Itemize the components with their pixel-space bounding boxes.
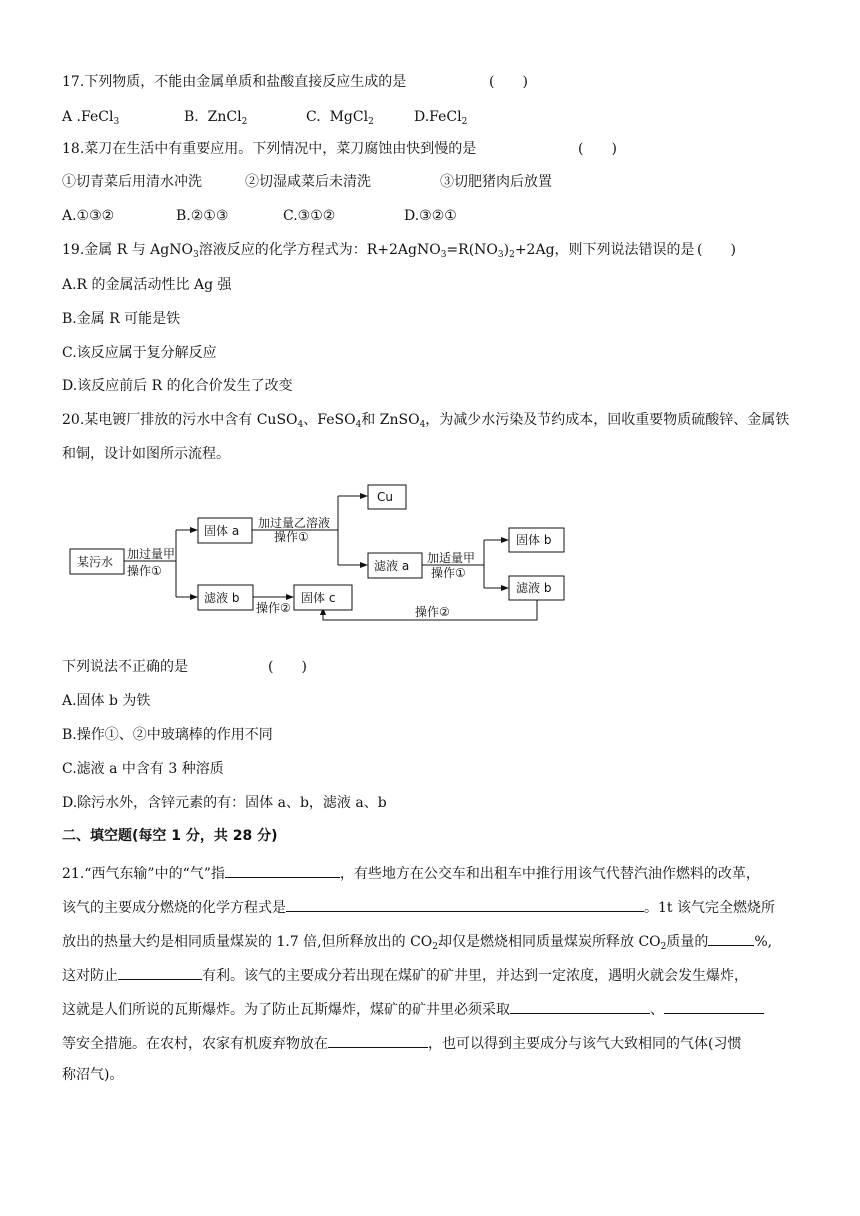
- flow-filtrate-a-label: 滤液 a: [374, 559, 410, 573]
- q17-option-c: C. MgCl$_2$: [306, 109, 374, 127]
- q18-stem: 18.菜刀在生活中有重要应用。下列情况中，菜刀腐蚀由快到慢的是: [62, 141, 477, 157]
- flow-step2-reagent: 加过量乙溶液: [258, 516, 331, 530]
- q21-line2: 该气的主要成分燃烧的化学方程式是 。1t 该气完全燃烧所: [62, 895, 775, 918]
- q20-option-c: C.滤液 a 中含有 3 种溶质: [62, 761, 224, 777]
- flow-solid-b-label: 固体 b: [516, 533, 552, 547]
- section-title-fill-in: 二、填空题(每空 1 分，共 28 分): [62, 828, 278, 844]
- q19-answer-paren: ( ): [697, 242, 736, 258]
- q18-option-d: D.③②①: [404, 208, 457, 224]
- q20-option-a: A.固体 b 为铁: [62, 693, 151, 709]
- q21-blank-1[interactable]: [225, 861, 340, 878]
- q20-option-b: B.操作①、②中玻璃棒的作用不同: [62, 727, 273, 743]
- flow-op2-bottom-label: 操作②: [415, 605, 450, 619]
- q18-condition-3: ③切肥猪肉后放置: [440, 174, 552, 190]
- q20-option-d: D.除污水外，含锌元素的有：固体 a、b，滤液 a、b: [62, 795, 387, 811]
- q17-stem: 17.下列物质，不能由金属单质和盐酸直接反应生成的是: [62, 74, 407, 90]
- q17-answer-paren: ( ): [489, 74, 528, 90]
- q20-stem-line1: 20.某电镀厂排放的污水中含有 CuSO$_4$、FeSO$_4$和 ZnSO$_4$，为减少水污染及节约成本，回收重要物质硫酸锌、金属铁: [62, 412, 790, 430]
- q21-line1: 21.“西气东输”中的“气”指 ，有些地方在公交车和出租车中推行用该气代替汽油作燃料的改革，: [62, 861, 760, 884]
- q20-answer-paren: ( ): [268, 659, 307, 675]
- q20-question: 下列说法不正确的是: [62, 659, 188, 675]
- q21-line7: 称沼气)。: [62, 1067, 124, 1083]
- flow-solid-c-label: 固体 c: [301, 591, 336, 605]
- flow-filtrate-b-right-label: 滤液 b: [516, 581, 552, 595]
- q18-condition-1: ①切青菜后用清水冲洗: [62, 174, 202, 190]
- q17-option-d: D.FeCl$_2$: [414, 109, 468, 127]
- q21-line3: 放出的热量大约是相同质量煤炭的 1.7 倍,但所释放出的 $CO_2$却仅是燃烧相同质量煤炭所释放 $CO_2$质量的 %,: [62, 929, 772, 957]
- q21-line6: 等安全措施。在农村，农家有机废弃物放在 ，也可以得到主要成分与该气大致相同的气体(习惯: [62, 1031, 741, 1054]
- flow-step2-operation: 操作①: [274, 530, 309, 544]
- q19-stem: 19.金属 R 与 AgNO$_3$溶液反应的化学方程式为：$R+2AgNO_3=R(NO_3)_2+2Ag$，则下列说法错误的是: [62, 242, 695, 260]
- q21-blank-6[interactable]: [664, 997, 764, 1014]
- q17-option-a: A .FeCl$_3$: [62, 109, 120, 127]
- q21-blank-5[interactable]: [510, 997, 650, 1014]
- flow-step1-operation: 操作①: [127, 564, 162, 578]
- q18-condition-2: ②切湿咸菜后未清洗: [245, 174, 371, 190]
- q18-option-b: B.②①③: [176, 208, 229, 224]
- q21-blank-4[interactable]: [118, 963, 202, 980]
- flow-solid-a-label: 固体 a: [204, 524, 240, 538]
- q21-blank-3[interactable]: [708, 929, 754, 946]
- q21-blank-2[interactable]: [286, 895, 644, 912]
- q20-stem-line2: 和铜，设计如图所示流程。: [62, 446, 230, 462]
- q19-option-b: B.金属 R 可能是铁: [62, 311, 181, 327]
- flow-op2-left-label: 操作②: [256, 601, 291, 615]
- q19-option-a: A.R 的金属活动性比 Ag 强: [62, 277, 232, 293]
- q18-option-c: C.③①②: [283, 208, 336, 224]
- q21-line4: 这对防止 有利。该气的主要成分若出现在煤矿的矿井里，并达到一定浓度，遇明火就会发生爆炸，: [62, 963, 748, 986]
- flow-step3-operation: 操作①: [431, 566, 466, 580]
- q18-option-a: A.①③②: [62, 208, 115, 224]
- q17-option-b: B. ZnCl$_2$: [184, 109, 248, 127]
- q18-answer-paren: ( ): [578, 141, 617, 157]
- q19-option-c: C.该反应属于复分解反应: [62, 345, 217, 361]
- flow-wastewater-label: 某污水: [77, 555, 114, 569]
- flow-filtrate-b-left-label: 滤液 b: [204, 591, 240, 605]
- flow-cu-label: Cu: [377, 490, 393, 504]
- q21-line5: 这就是人们所说的瓦斯爆炸。为了防止瓦斯爆炸，煤矿的矿井里必须采取 、: [62, 997, 764, 1020]
- flow-step3-reagent: 加适量甲: [427, 551, 476, 565]
- q21-blank-7[interactable]: [328, 1031, 428, 1048]
- flow-step1-reagent: 加过量甲: [127, 547, 176, 561]
- q19-option-d: D.该反应前后 R 的化合价发生了改变: [62, 378, 293, 394]
